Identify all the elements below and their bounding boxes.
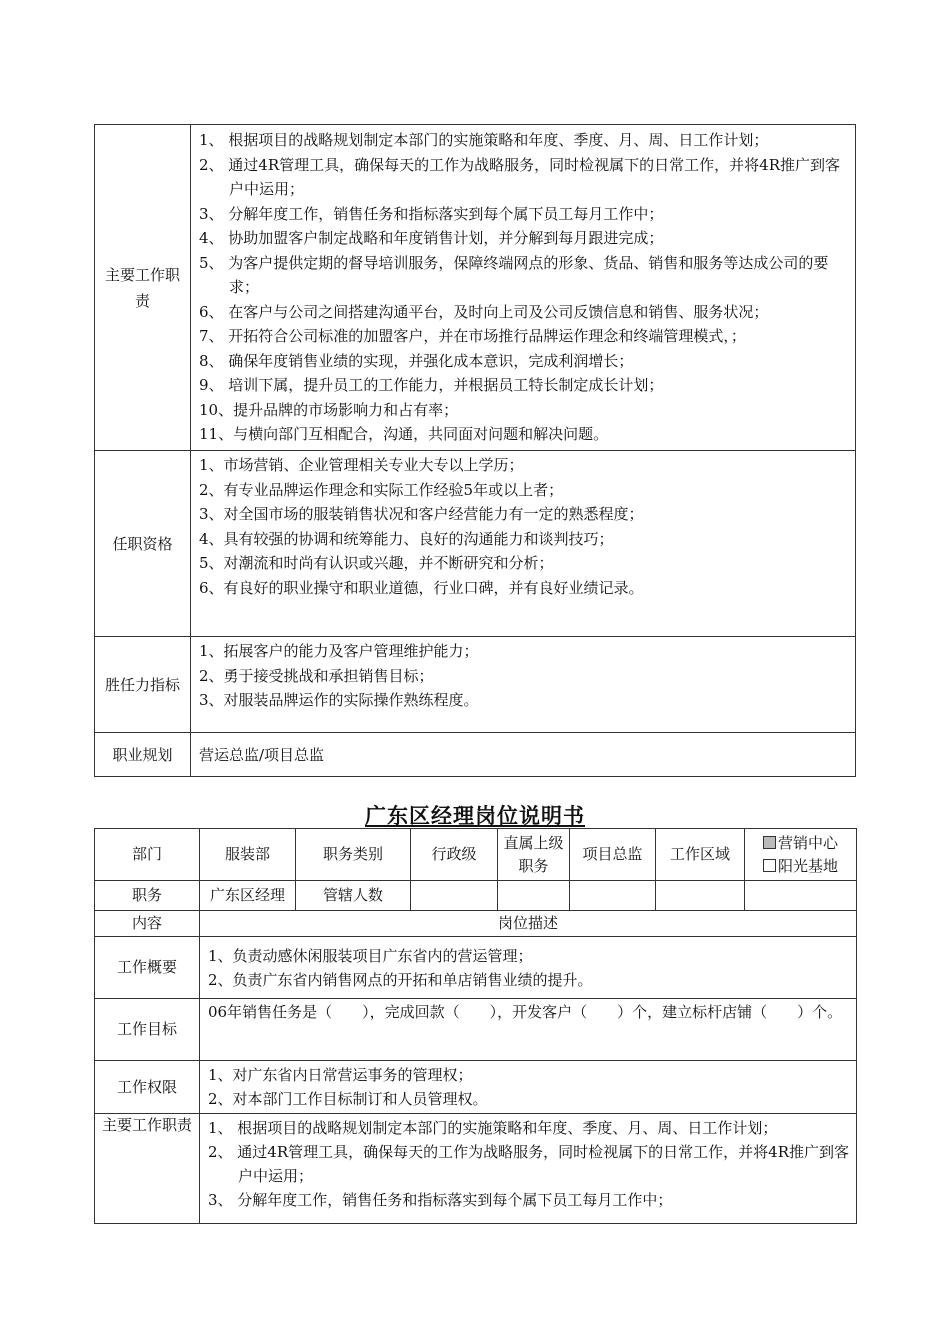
document-title	[0, 800, 950, 830]
qualification-item: 6、有良好的职业操守和职业道德，行业口碑，并有良好业绩记录。	[199, 578, 644, 597]
duty-item: 10、提升品牌的市场影响力和占有率；	[199, 400, 459, 419]
duty-item: 8、 确保年度销售业绩的实现，并强化成本意识，完成利润增长；	[199, 351, 634, 370]
duty-item: 11、与横向部门互相配合，沟通，共同面对问题和解决问题。	[199, 425, 609, 444]
subordinates-label: 管辖人数	[296, 881, 411, 911]
duties2-list	[200, 1114, 856, 1214]
qualifications-label: 任职资格	[95, 451, 191, 637]
authority-row	[95, 1061, 857, 1114]
empty-cell	[656, 881, 745, 911]
content-label: 内容	[95, 911, 200, 937]
duty-item: 2、 通过4R管理工具，确保每天的工作为战略服务，同时检视属下的日常工作，并将4R推广到客户中运用；	[199, 155, 840, 199]
duty-item: 2、 通过4R管理工具，确保每天的工作为战略服务，同时检视属下的日常工作，并将4R推广到客户中运用；	[208, 1143, 849, 1185]
goal-row	[95, 999, 857, 1061]
header-row	[95, 829, 857, 881]
dept-label: 部门	[95, 829, 200, 881]
job-description-table	[94, 828, 857, 1224]
category-value: 行政级	[411, 829, 498, 881]
duty-item: 3、 分解年度工作，销售任务和指标落实到每个属下员工每月工作中；	[199, 204, 664, 223]
duties-label: 主要工作职责	[95, 125, 191, 451]
qualification-item: 1、市场营销、企业管理相关专业大专以上学历；	[199, 456, 524, 474]
duty-item: 5、 为客户提供定期的督导培训服务，保障终端网点的形象、货品、销售和服务等达成公司的要求；	[199, 253, 829, 297]
area-options	[745, 829, 857, 881]
overview-cell	[200, 937, 857, 999]
document-title-text: 广东区经理岗位说明书	[365, 803, 585, 828]
competency-item: 3、对服装品牌运作的实际操作熟练程度。	[199, 691, 479, 709]
description-label: 岗位描述	[200, 911, 857, 937]
qualifications-row	[95, 451, 856, 637]
category-label: 职务类别	[296, 829, 411, 881]
competency-list	[191, 637, 855, 715]
dept-value: 服装部	[200, 829, 296, 881]
duty-item: 9、 培训下属，提升员工的工作能力，并根据员工特长制定成长计划；	[199, 376, 664, 395]
duty-item: 1、 根据项目的战略规划制定本部门的实施策略和年度、季度、月、周、日工作计划；	[208, 1119, 778, 1137]
overview-item: 2、负责广东省内销售网点的开拓和单店销售业绩的提升。	[208, 970, 593, 989]
duties-cell	[191, 125, 856, 451]
overview-item: 1、负责动感休闲服装项目广东省内的营运管理；	[208, 946, 533, 965]
duties-row	[95, 125, 856, 451]
qualifications-cell	[191, 451, 856, 637]
duty-item: 6、 在客户与公司之间搭建沟通平台，及时向上司及公司反馈信息和销售、服务状况；	[199, 302, 769, 321]
duties2-cell	[200, 1114, 857, 1224]
competency-item: 2、勇于接受挑战和承担销售目标；	[199, 666, 434, 685]
duties2-row	[95, 1114, 857, 1224]
empty-cell	[745, 881, 857, 911]
empty-cell	[570, 881, 656, 911]
goal-value: 06年销售任务是（ ），完成回款（ ），开发客户（ ）个，建立标杆店铺（ ）个。	[200, 999, 857, 1061]
authority-label: 工作权限	[95, 1061, 200, 1114]
qualification-item: 2、有专业品牌运作理念和实际工作经验5年或以上者；	[199, 480, 564, 499]
duties2-label: 主要工作职责	[95, 1114, 200, 1224]
area-option-sunshine[interactable]	[745, 855, 856, 878]
position-label: 职务	[95, 881, 200, 911]
career-row	[95, 733, 856, 777]
overview-row	[95, 937, 857, 999]
career-label: 职业规划	[95, 733, 191, 777]
area-option-label: 营销中心	[777, 833, 838, 852]
area-option-marketing[interactable]	[745, 832, 856, 855]
authority-list	[208, 1061, 856, 1113]
position-value: 广东区经理	[200, 881, 296, 911]
qualification-item: 4、具有较强的协调和统筹能力、良好的沟通能力和谈判技巧；	[199, 529, 614, 548]
competency-item: 1、拓展客户的能力及客户管理维护能力；	[199, 642, 479, 660]
job-description-table-continued	[94, 124, 856, 777]
authority-item: 1、对广东省内日常营运事务的管理权；	[208, 1066, 473, 1084]
content-row	[95, 911, 857, 937]
competency-row	[95, 637, 856, 733]
position-row	[95, 881, 857, 911]
checkbox-unchecked-icon[interactable]	[763, 859, 776, 872]
overview-list	[208, 942, 856, 994]
checkbox-checked-icon[interactable]	[763, 836, 776, 849]
superior-value: 项目总监	[570, 829, 656, 881]
authority-item: 2、对本部门工作目标制订和人员管理权。	[208, 1090, 488, 1108]
qualification-item: 3、对全国市场的服装销售状况和客户经营能力有一定的熟悉程度；	[199, 505, 644, 523]
duty-item: 3、 分解年度工作，销售任务和指标落实到每个属下员工每月工作中；	[208, 1191, 673, 1209]
competency-label: 胜任力指标	[95, 637, 191, 733]
subordinates-value	[411, 881, 498, 911]
goal-label: 工作目标	[95, 999, 200, 1061]
career-value: 营运总监/项目总监	[191, 733, 856, 777]
duty-item: 7、 开拓符合公司标准的加盟客户，并在市场推行品牌运作理念和终端管理模式，；	[199, 327, 746, 346]
duty-item: 1、 根据项目的战略规划制定本部门的实施策略和年度、季度、月、周、日工作计划；	[199, 131, 769, 150]
area-option-label: 阳光基地	[777, 856, 838, 875]
authority-cell	[200, 1061, 857, 1114]
empty-cell	[498, 881, 570, 911]
area-label: 工作区域	[656, 829, 745, 881]
duty-item: 4、 协助加盟客户制定战略和年度销售计划，并分解到每月跟进完成；	[199, 229, 664, 248]
competency-cell	[191, 637, 856, 733]
duties-list	[191, 126, 855, 449]
superior-label: 直属上级职务	[498, 829, 570, 881]
qualifications-list	[191, 451, 855, 602]
qualification-item: 5、对潮流和时尚有认识或兴趣，并不断研究和分析；	[199, 554, 554, 572]
overview-label: 工作概要	[95, 937, 200, 999]
